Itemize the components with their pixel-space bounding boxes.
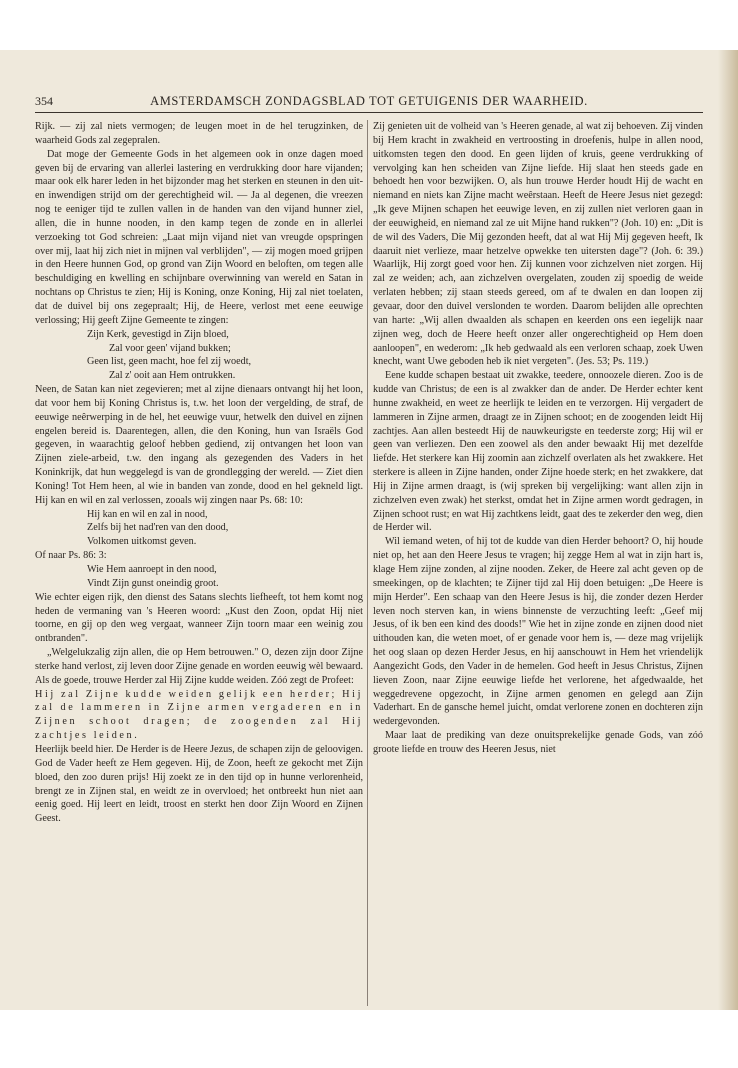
paragraph: Wie echter eigen rijk, den dienst des Satans slechts liefheeft, tot hem komt nog heden de vermaning van 's Heeren woord: „Kust den Zoon, opdat Hij niet toorne, en gij op den weg vergaat, wanneer Zijn toorn maar een weinig zou ontbranden".	[35, 591, 363, 645]
paragraph: Rijk. — zij zal niets vermogen; de leugen moet in de hel terugzinken, de waarheid Gods zal zegepralen.	[35, 121, 363, 146]
page-header	[35, 94, 703, 113]
verse-line: Zal z' ooit aan Hem ontrukken.	[109, 370, 236, 382]
verse-line: Hij kan en wil en zal in nood,	[87, 508, 208, 520]
verse-line: Zijn Kerk, gevestigd in Zijn bloed,	[87, 328, 229, 340]
right-column	[373, 120, 703, 757]
verse-line: Geen list, geen macht, hoe fel zij woedt,	[87, 356, 252, 368]
paragraph: Heerlijk beeld hier. De Herder is de Heere Jezus, de schapen zijn de geloovigen. God de Vader heeft ze Hem gegeven. Hij, de Zoon, heeft ze gekocht met Zijn bloed, den zoo duren prijs! Hij zoekt ze in den tijd op in hunne verlorenheid, brengt ze in Zijnen stal, en weidt ze in overvloed; het ontbreekt hun niet aan eenig goed. Hij leert en leidt, troost en sterkt hen door Zijn Woord en Zijnen Geest.	[35, 743, 363, 825]
paragraph: Dat moge der Gemeente Gods in het algemeen ook in onze dagen moed geven bij de ervaring van allerlei lastering en verdrukking door hare vijanden; maar ook elk harer leden in het bijzonder mag het sterken en steunen in den uit- en inwendigen strijd om der gerechtigheid wil. — Ja al degenen, die vreezen nog te eeniger tijd te zullen vallen in de handen van den vijand hunner ziel, allen, die in hunne nooden, in den kamp tegen de zonde en in allerlei verzoeking tot God schreien: „Laat mijn vijand niet van vreugde opspringen over mij, laat hij zich niet in mijnen val verblijden", — zij mogen moed grijpen in den Heere hunnen God, op grond van Zijn Woord en beloften, om tegen alle beschuldiging en kwelling en schijnbare overwinning van wereld en Satan in nochtans op Christus te zien; Hij is Koning, onze Koning, Hij zal niet toelaten, dat de duivel bij ons zegepraalt; Hij, de Heere, verlost met eene eeuwige verlossing; Hij geeft Zijne Gemeente te zingen:	[35, 148, 363, 326]
page-fold-shadow	[718, 50, 738, 1010]
left-column	[35, 120, 363, 826]
verse-line: Wie Hem aanroept in den nood,	[87, 564, 217, 575]
paragraph: Hij zal Zijne kudde weiden gelijk een herder; Hij zal de lammeren in Zijne armen vergaderen en in Zijnen schoot dragen; de zoogenden zal Hij zachtjes leiden.	[35, 688, 363, 742]
paragraph: Eene kudde schapen bestaat uit zwakke, teedere, onnoozele dieren. Zoo is de kudde van Christus; de een is al zwakker dan de ander. De Herder echter kent hunne zwakheid, en weet ze heerlijk te leiden en te verzorgen. Hij vergadert de lammeren in Zijne armen, draagt ze in Zijnen schoot; en de zoogenden leidt Hij zachtjes. Aan allen besteedt Hij de nauwkeurigste en teederste zorg; Hij wil er geen van verliezen. Den een zoowel als den ander bewaakt Hij met dezelfde liefde. Het sterkere kan Hij zoomin aan zichzelf overlaten als het zwakkere. Het sterkere is alleen in Zijne handen, onder Zijne hoede sterk; en het zwakkere, dat Hij in Zijne armen draagt, is (wij spreken bij vergelijking: want allen zijn in zichzelven even zwak) het sterkst, omdat het in Zijne armen wordt gedragen, in Zijnen schoot rust; en wat Hij zachtkens leidt, gaat des te zekerder den weg, dien de Herder wil.	[373, 370, 703, 534]
verse-line: Volkomen uitkomst geven.	[87, 536, 197, 548]
paragraph: Zij genieten uit de volheid van 's Heeren genade, al wat zij behoeven. Zij vinden bij Hem kracht in zwakheid en vertroosting in droefenis, hulpe in allen nood, uitkomsten tegen den dood. En geen lijden of kruis, geene verdrukking of vervolging kan hen scheiden van Zijne liefde. Hij slaat hen steeds gade en behoedt hen voor bezwijken. O, als hun trouwe Herder houdt Hij de wacht en niemand en niets kan Zijne macht weêrstaan. Heeft de Heere Jesus niet gezegd: „Ik geve Mijnen schapen het eeuwige leven, en zij zullen niet verloren gaan in der eeuwigheid, en niemand zal ze uit Mijne hand rukken"? (Joh. 10) en: „Dit is de wil des Vaders, Die Mij gezonden heeft, dat al wat Hij Mij gegeven heeft, Ik daaruit niet verlieze, maar hetzelve opwekke ten uitersten dage"? (Joh. 6: 39.) Waarlijk, Hij zorgt goed voor hen. Zij kunnen voor zichzelven niet zorgen. Hij zal ze weiden; ach, aan zichzelven overgelaten, zouden zij spoedig de weide verlaten hebben; zij staan steeds gereed, om af te dwalen en dan loopen zij gevaar, door den duivel verslonden te worden. Daarom belijden alle oprechten van harte: „Wij allen dwaalden als schapen en keerden ons een iegelijk naar zijnen weg, doch de Heere heeft onzer aller ongerechtigheid op Hem doen aanloopen", en wederom: „Ik heb gedwaald als een verloren schaap, zoek Uwen knecht, want Uwe geboden heb ik niet vergeten". (Jes. 53; Ps. 119.)	[373, 121, 703, 368]
paragraph: Maar laat de prediking van deze onuitsprekelijke genade Gods, van zóó groote liefde en trouw des Heeren Jesus, niet	[373, 730, 703, 755]
verse-line: Zal voor geen' vijand bukken;	[109, 342, 231, 354]
verse-line: Zelfs bij het nad'ren van den dood,	[87, 522, 229, 534]
page-number: 354	[35, 94, 53, 108]
paragraph: Neen, de Satan kan niet zegevieren; met al zijne dienaars ontvangt hij het loon, dat voor hem bij Koning Christus is, t.w. het loon der vergelding, de straf, de eeuwige neêrwerping in de hel, het eeuwige vuur, hetwelk den duivel en zijnen engelen bereid is. Daarentegen, allen, die den Koning, hun van Israëls God gegeven, in waarachtig geloof hebben gediend, zij ontvangen het loon van Zijnen ziele-arbeid, t.w. den ingang als gezegenden des Vaders in het Koninkrijk, dat hun weggelegd is van de grondlegging der wereld. — Ziet dien Koning! Tot Hem heen, al wie in banden van zonde, dood en hel gekneld ligt. Hij kan en wil en zal verlossen, zooals wij zingen naar Ps. 68: 10:	[35, 384, 363, 506]
column-divider	[367, 120, 368, 1006]
paragraph: Of naar Ps. 86: 3:	[35, 550, 107, 562]
paragraph: „Welgelukzalig zijn allen, die op Hem betrouwen." O, dezen zijn door Zijne sterke hand verlost, zij leven door Zijne genade en worden eeuwig wèl bewaard. Als de goede, trouwe Herder zal Hij Zijne kudde weiden. Zóó zegt de Profeet:	[35, 647, 363, 686]
verse-line: Vindt Zijn gunst oneindig groot.	[87, 577, 219, 589]
running-title: AMSTERDAMSCH ZONDAGSBLAD TOT GETUIGENIS DER WAARHEID.	[150, 94, 588, 108]
paragraph: Wil iemand weten, of hij tot de kudde van dien Herder behoort? O, hij houde niet op, het aan den Heere Jesus te vragen; hij zegge Hem al wat in zijn hart is, klage Hem zijne zonden, al zijne nooden. Zeker, de Heere zal acht geven op de smeekingen, op de klachten; te Zijner tijd zal Hij doen betuigen: „De Heere is mijn Herder". Een schaap van den Heere Jesus is hij, die zonder dezen Herder leven noch sterven kan, in wiens binnenste de verzuchting leeft: „Geef mij Jesus, of ik ben een kind des doods!" Wie het in zijne zonde en zijnen dood niet uithouden kan, die weten moet, of er genade voor hem is, — deze mag vrijelijk het oog slaan op dezen Herder Jesus, en hij aanschouwt in Hem het vriendelijk Aangezicht Gods, den Vader in de hemelen. God heeft in Jesus Christus, Zijnen lieven Zoon, naar Zijne eeuwige liefde het verlorene, het afgedwaalde, het weggedrevene opgezocht, in Zijne armen genomen en gelegd aan Zijn Vaderhart. En de gansche hemel juicht, omdat verlorene zonen en dochteren zijn wedergevonden.	[373, 536, 703, 728]
scanned-page	[0, 50, 738, 1010]
